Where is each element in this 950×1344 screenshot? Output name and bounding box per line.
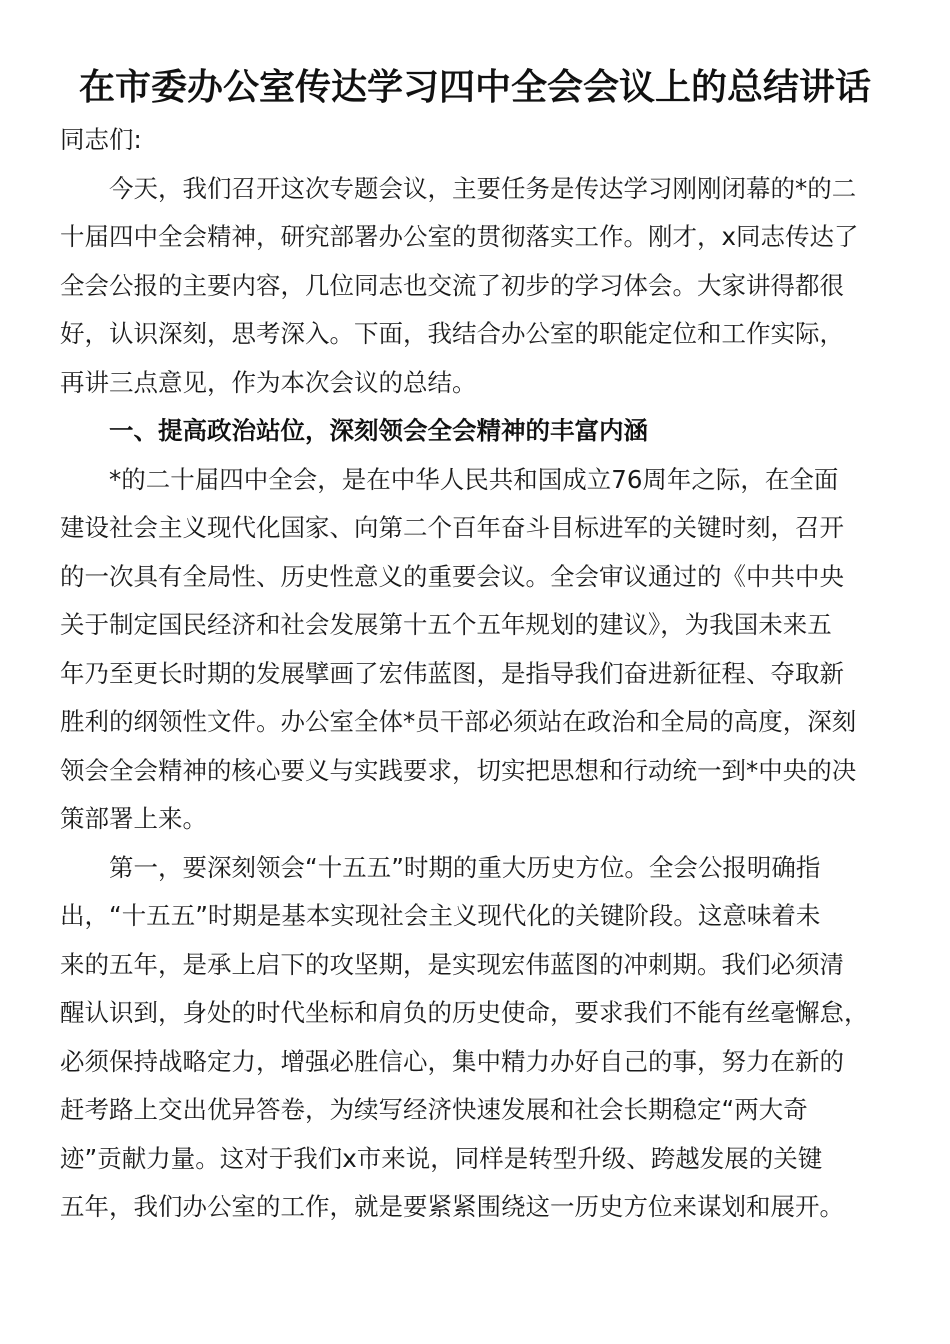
paragraph-line: 出，“十五五”时期是基本实现社会主义现代化的关键阶段。这意味着未 bbox=[60, 901, 821, 930]
paragraph-line: 迹”贡献力量。这对于我们x市来说，同样是转型升级、跨越发展的关键 bbox=[60, 1143, 823, 1173]
paragraph-line: 五年，我们办公室的工作，就是要紧紧围绕这一历史方位来谋划和展开。 bbox=[60, 1192, 844, 1221]
paragraph-line: 胜利的纲领性文件。办公室全体*员干部必须站在政治和全局的高度，深刻 bbox=[60, 707, 857, 736]
paragraph-line: 好，认识深刻，思考深入。下面，我结合办公室的职能定位和工作实际， bbox=[60, 319, 844, 348]
paragraph-line: 醒认识到，身处的时代坐标和肩负的历史使命，要求我们不能有丝毫懈怠， bbox=[60, 998, 869, 1027]
paragraph-line: 策部署上来。 bbox=[60, 804, 207, 833]
paragraph-line: 领会全会精神的核心要义与实践要求，切实把思想和行动统一到*中央的决 bbox=[60, 755, 857, 785]
paragraph-line: 全会公报的主要内容，几位同志也交流了初步的学习体会。大家讲得都很 bbox=[60, 270, 844, 300]
salutation: 同志们: bbox=[60, 125, 142, 154]
paragraph-line: 再讲三点意见，作为本次会议的总结。 bbox=[60, 367, 477, 397]
section-heading: 一、提高政治站位，深刻领会全会精神的丰富内涵 bbox=[109, 416, 648, 445]
paragraph-line: 第一，要深刻领会“十五五”时期的重大历史方位。全会公报明确指 bbox=[109, 852, 821, 882]
paragraph-line: 关于制定国民经济和社会发展第十五个五年规划的建议》，为我国未来五 bbox=[60, 610, 832, 639]
paragraph-line: 来的五年，是承上启下的攻坚期，是实现宏伟蓝图的冲刺期。我们必须清 bbox=[60, 949, 844, 979]
section-paragraph bbox=[60, 456, 892, 844]
document-title: 在市委办公室传达学习四中全会会议上的总结讲话 bbox=[78, 66, 871, 108]
paragraph-line: 必须保持战略定力，增强必胜信心，集中精力办好自己的事，努力在新的 bbox=[60, 1046, 844, 1076]
paragraph-line: 十届四中全会精神，研究部署办公室的贯彻落实工作。刚才，x同志传达了 bbox=[60, 222, 859, 251]
point-one-paragraph bbox=[60, 844, 892, 1232]
document-body bbox=[60, 116, 892, 1232]
paragraph-line: *的二十届四中全会，是在中华人民共和国成立76周年之际，在全面 bbox=[109, 464, 839, 494]
paragraph-line: 赶考路上交出优异答卷，为续写经济快速发展和社会长期稳定“两大奇 bbox=[60, 1095, 808, 1124]
paragraph-line: 年乃至更长时期的发展擘画了宏伟蓝图，是指导我们奋进新征程、夺取新 bbox=[60, 658, 844, 688]
intro-paragraph bbox=[60, 165, 892, 408]
paragraph-line: 的一次具有全局性、历史性意义的重要会议。全会审议通过的《中共中央 bbox=[60, 561, 844, 591]
paragraph-line: 今天，我们召开这次专题会议，主要任务是传达学习刚刚闭幕的*的二 bbox=[60, 173, 857, 203]
paragraph-line: 建设社会主义现代化国家、向第二个百年奋斗目标进军的关键时刻，召开 bbox=[60, 513, 844, 542]
